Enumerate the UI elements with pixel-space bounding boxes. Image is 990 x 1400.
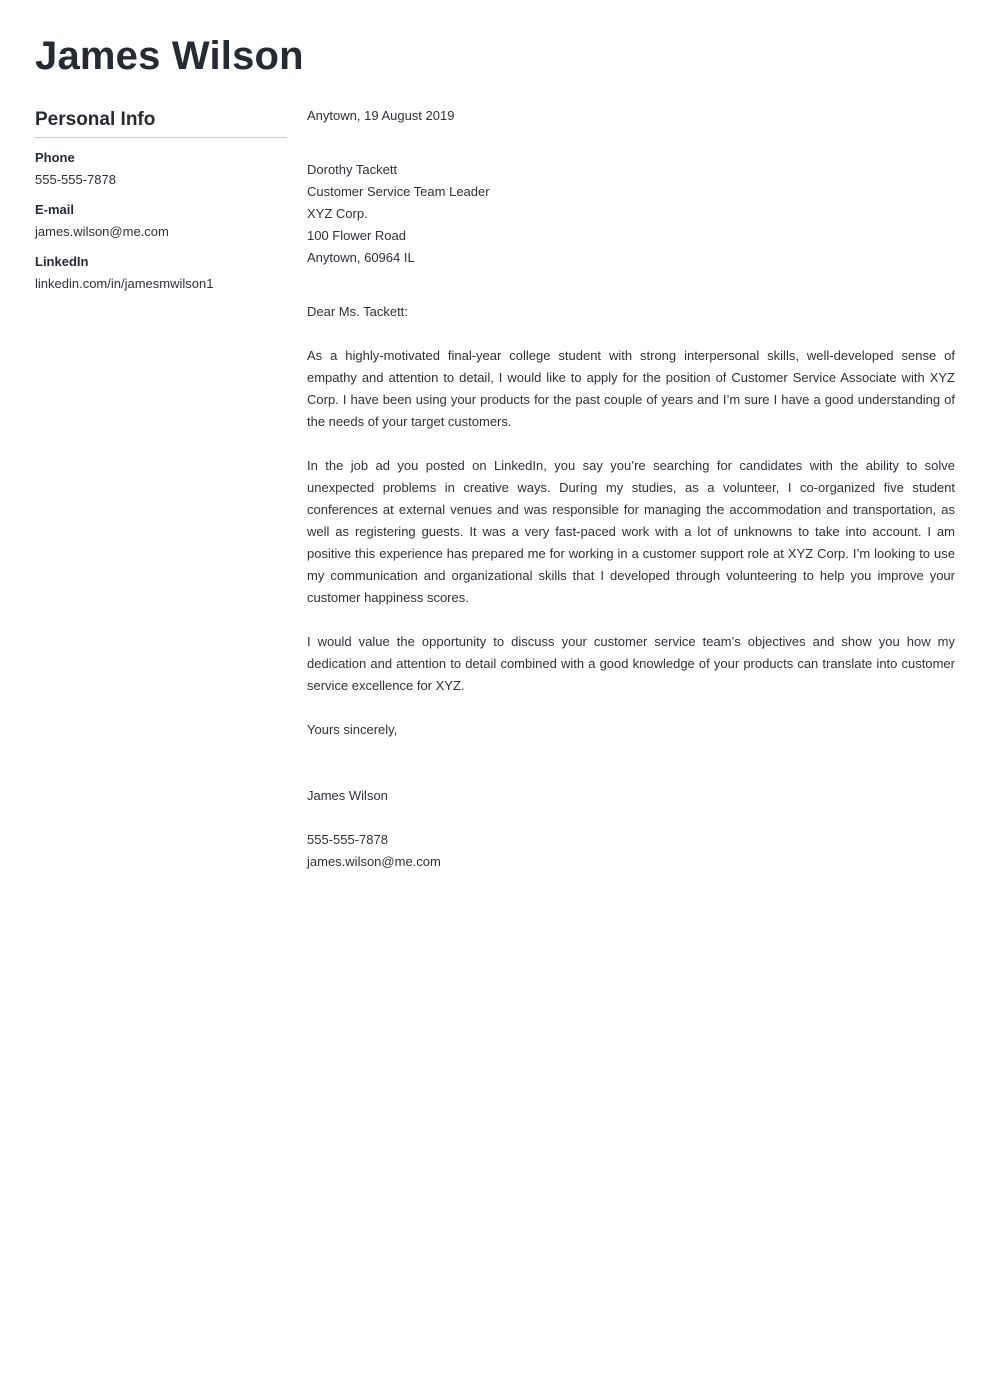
phone-value: 555-555-7878: [35, 172, 116, 187]
body-paragraph-1: As a highly-motivated final-year college student with strong interpersonal skills, well-developed sense of empathy and attention to detail, I would like to apply for the position of Customer Service Associate with XYZ Corp. I have been using your products for the past couple of years and I’m sure I have a good understanding of the needs of your target customers.: [307, 348, 955, 429]
letter-body: [307, 105, 955, 873]
body-paragraph-3: I would value the opportunity to discuss your customer service team’s objectives and show you how my dedication and attention to detail combined with a good knowledge of your products can translate into customer service excellence for XYZ.: [307, 634, 955, 693]
closing: Yours sincerely,: [307, 722, 398, 737]
body-paragraph-2: In the job ad you posted on LinkedIn, you say you’re searching for candidates with the ability to solve unexpected problems in creative ways. During my studies, as a volunteer, I co-organized five student conferences at external venues and was responsible for managing the accommodation and transportation, as well as registering guests. It was a very fast-paced work with a lot of unknowns to take into account. I am positive this experience has prepared me for working in a customer support role at XYZ Corp. I’m looking to use my communication and organizational skills that I developed through volunteering to help you improve your customer happiness scores.: [307, 458, 955, 605]
spacer: [307, 697, 955, 719]
applicant-name: James Wilson: [35, 34, 304, 78]
recipient-company: XYZ Corp.: [307, 206, 368, 221]
linkedin-label: LinkedIn: [35, 254, 89, 269]
spacer: [307, 127, 955, 159]
personal-info-title: Personal Info: [35, 108, 287, 138]
recipient-city: Anytown, 60964 IL: [307, 250, 415, 265]
recipient-name: Dorothy Tackett: [307, 162, 398, 177]
personal-info-sidebar: [35, 108, 287, 306]
spacer: [307, 269, 955, 301]
spacer: [307, 807, 955, 829]
linkedin-value: linkedin.com/in/jamesmwilson1: [35, 276, 214, 291]
signature-email: james.wilson@me.com: [307, 854, 441, 869]
spacer: [307, 609, 955, 631]
signature-phone: 555-555-7878: [307, 832, 388, 847]
signature-name: James Wilson: [307, 788, 388, 803]
recipient-street: 100 Flower Road: [307, 228, 406, 243]
spacer: [307, 433, 955, 455]
spacer: [307, 741, 955, 785]
spacer: [307, 323, 955, 345]
recipient-title: Customer Service Team Leader: [307, 184, 490, 199]
email-label: E-mail: [35, 202, 75, 217]
email-value: james.wilson@me.com: [35, 224, 169, 239]
salutation: Dear Ms. Tackett:: [307, 304, 408, 319]
phone-label: Phone: [35, 150, 75, 165]
recipient-block: [307, 159, 955, 269]
date-line: Anytown, 19 August 2019: [307, 108, 455, 123]
